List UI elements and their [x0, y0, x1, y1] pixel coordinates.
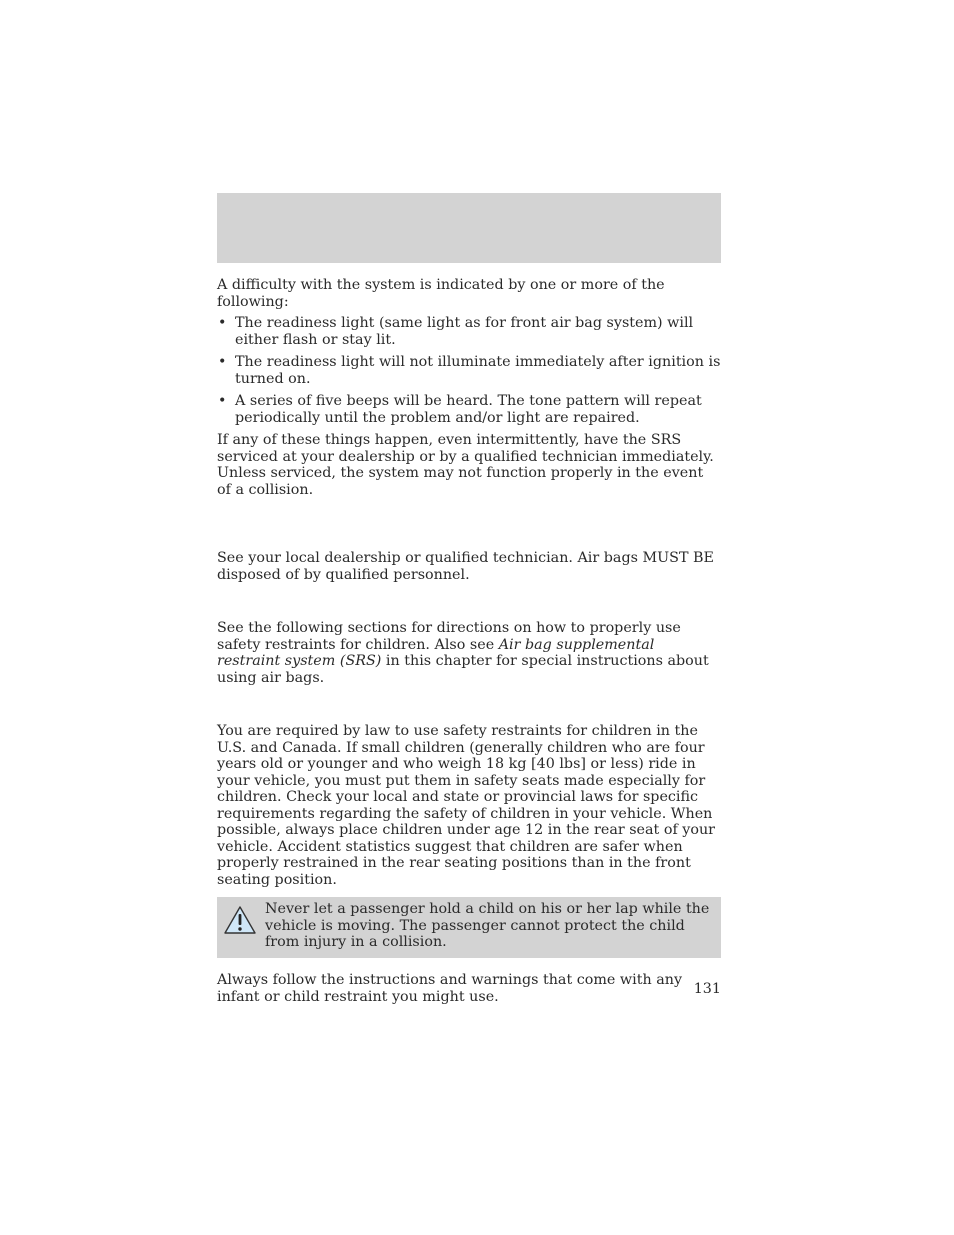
child-restraints-text-after: in this chapter for special instructions about using air bags. [217, 653, 709, 686]
section-header-band [217, 193, 721, 263]
child-restraints-paragraph [217, 620, 721, 686]
page-content [217, 277, 721, 1005]
warning-box [217, 897, 721, 958]
list-item [217, 354, 721, 387]
srs-reference: Air bag supplemental restraint system (SRS) [217, 636, 655, 669]
child-restraints-text-before: See the following sections for directions on how to properly use safety restraints for children. Also see [217, 620, 681, 653]
list-item [217, 393, 721, 426]
service-paragraph: If any of these things happen, even intermittently, have the SRS serviced at your dealership or by a qualified technician immediately. Unless serviced, the system may not function properly in the event of a collision. [217, 432, 714, 498]
list-item-text: The readiness light will not illuminate immediately after ignition is turned on. [235, 354, 721, 387]
law-paragraph: You are required by law to use safety restraints for children in the U.S. and Canada. If small children (generally children who are four years old or younger and who weigh 18 kg [40 lbs] or less) ride in your vehicle, you must put them in safety seats made especially for children. Check your local and state or provincial laws for specific requirements regarding the safety of children in your vehicle. When possible, always place children under age 12 in the rear seat of your vehicle. Accident statistics suggest that children are safer when properly restrained in the rear seating positions than in the front seating position. [217, 723, 716, 888]
list-item-text: A series of five beeps will be heard. The tone pattern will repeat periodically until the problem and/or light are repaired. [235, 393, 702, 426]
disposal-paragraph: See your local dealership or qualified technician. Air bags MUST BE disposed of by qualified personnel. [217, 550, 714, 583]
closing-paragraph: Always follow the instructions and warnings that come with any infant or child restraint you might use. [217, 972, 683, 1005]
list-item-text: The readiness light (same light as for front air bag system) will either flash or stay lit. [235, 315, 694, 348]
difficulty-list [217, 315, 721, 426]
warning-text: Never let a passenger hold a child on his or her lap while the vehicle is moving. The passenger cannot protect the child from injury in a collision. [265, 901, 710, 950]
warning-triangle-icon [223, 905, 257, 935]
bullet-symbol: • [218, 315, 227, 331]
bullet-symbol: • [218, 393, 227, 409]
bullet-symbol: • [218, 354, 227, 370]
list-item [217, 315, 721, 348]
intro-paragraph: A difficulty with the system is indicated by one or more of the following: [217, 277, 665, 310]
page-number: 131 [693, 981, 721, 997]
